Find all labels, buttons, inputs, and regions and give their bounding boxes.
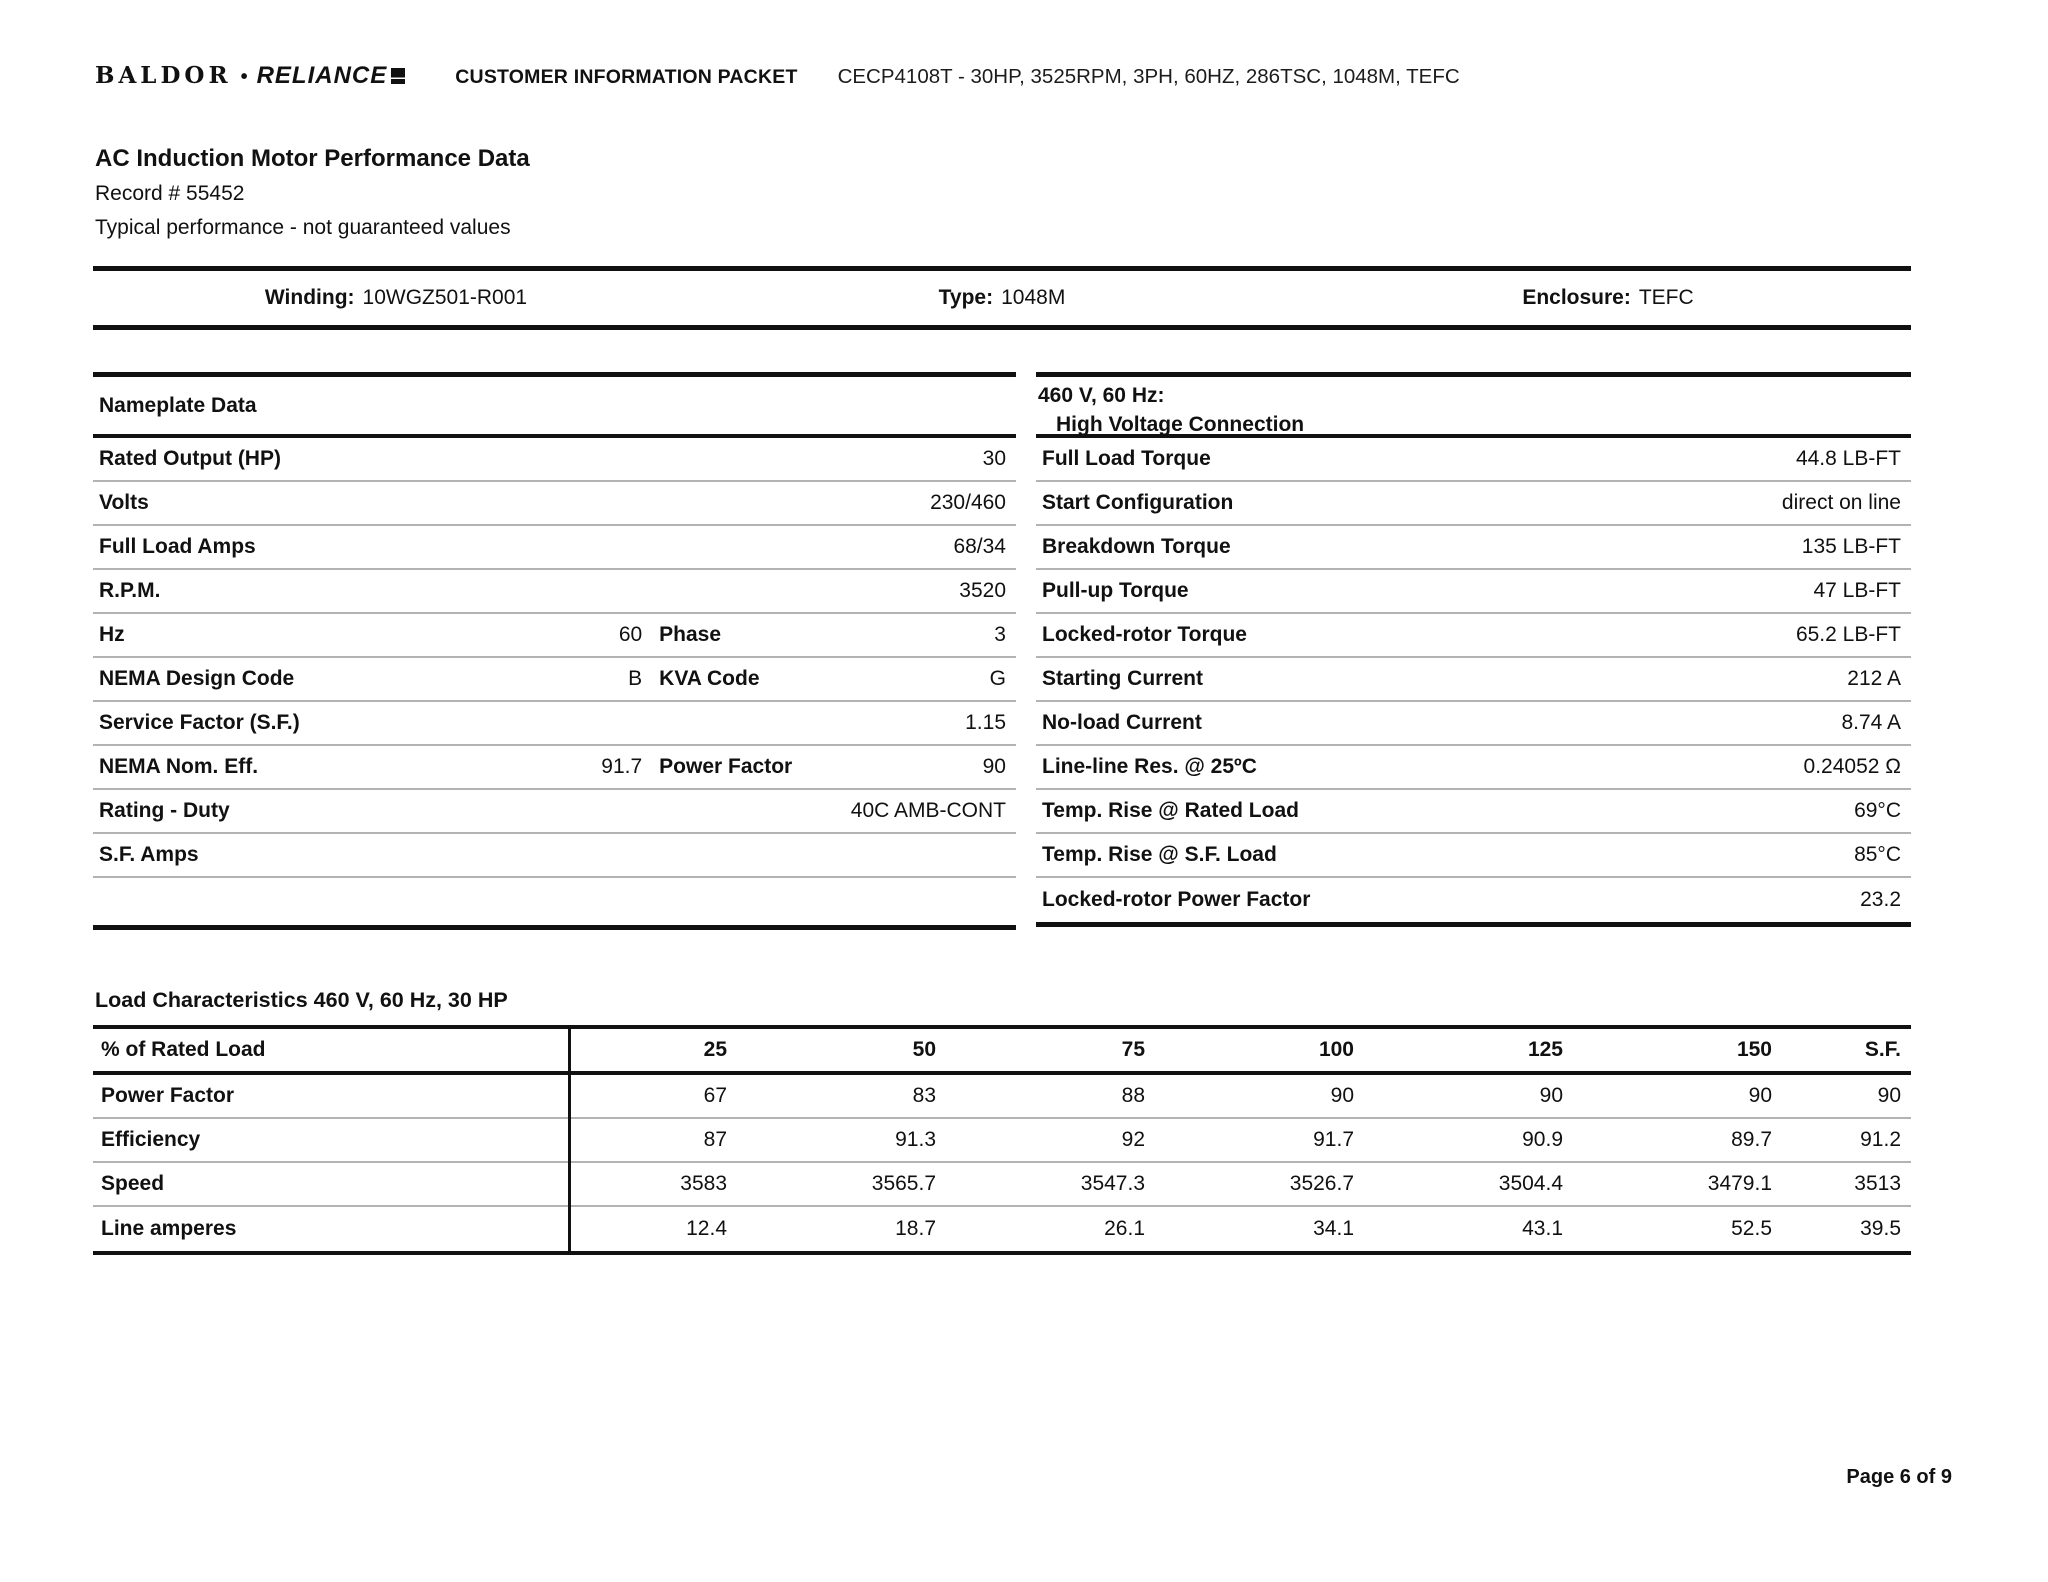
row-value: 135 LB-FT [1801,535,1901,558]
load-row-value: 26.1 [1104,1217,1145,1240]
logo-dot-icon: • [240,66,248,88]
row-value-2: 3 [994,623,1006,646]
winding-item [699,286,1305,310]
load-row-value: 87 [703,1128,727,1151]
load-row-value: 90.9 [1522,1128,1563,1151]
winding-item-value: 10WGZ501-R001 [362,286,528,309]
winding-item-value: TEFC [1638,286,1694,309]
row-label: Full Load Torque [1042,447,1211,470]
voltage-row [1036,790,1911,834]
nameplate-row [93,482,1016,526]
table-vertical-divider [568,1029,571,1251]
voltage-row [1036,658,1911,702]
load-row-label: Line amperes [101,1217,237,1240]
row-label: Rated Output (HP) [99,447,281,470]
winding-item-label: Enclosure: [1522,286,1631,309]
load-header-cell: 125 [1527,1038,1563,1061]
load-characteristics-title: Load Characteristics 460 V, 60 Hz, 30 HP [95,988,508,1012]
row-label: Line-line Res. @ 25ºC [1042,755,1257,778]
voltage-row [1036,570,1911,614]
row-label: S.F. Amps [99,843,199,866]
nameplate-row [93,526,1016,570]
row-value-2: G [989,667,1006,690]
row-value: direct on line [1781,491,1901,514]
voltage-heading-line2: High Voltage Connection [1056,413,1305,436]
baldor-reliance-logo [95,62,405,90]
load-row-value: 91.7 [1313,1128,1354,1151]
row-value: 60 [618,623,643,646]
row-value: 23.2 [1860,888,1901,911]
row-value: 1.15 [965,711,1006,734]
load-row-value: 3526.7 [1289,1172,1354,1195]
row-label: R.P.M. [99,579,161,602]
load-row-value: 34.1 [1313,1217,1354,1240]
row-value: 91.7 [601,755,643,778]
row-label-2: KVA Code [659,667,760,690]
load-row-value: 88 [1121,1084,1145,1107]
winding-item-label: Type: [938,286,994,309]
load-row-value: 3565.7 [871,1172,936,1195]
voltage-row [1036,746,1911,790]
row-value: 65.2 LB-FT [1795,623,1901,646]
load-table-row [93,1163,1911,1207]
load-row-value: 90 [1877,1084,1901,1107]
load-row-value: 3479.1 [1707,1172,1772,1195]
voltage-rows [1036,438,1911,922]
title-block [95,145,530,240]
load-row-value: 90 [1330,1084,1354,1107]
load-row-value: 18.7 [895,1217,936,1240]
nameplate-row [93,746,1016,790]
row-label: Start Configuration [1042,491,1234,514]
row-label: Pull-up Torque [1042,579,1189,602]
row-label: Temp. Rise @ Rated Load [1042,799,1299,822]
nameplate-row [93,702,1016,746]
row-label-2: Phase [659,623,722,646]
load-header-cell: 50 [912,1038,936,1061]
load-row-value: 89.7 [1731,1128,1772,1151]
row-value: 0.24052 Ω [1803,755,1901,778]
winding-item [93,286,699,310]
load-header-cell: 150 [1736,1038,1772,1061]
row-label: NEMA Design Code [99,667,295,690]
load-row-value: 3583 [680,1172,727,1195]
row-label: Starting Current [1042,667,1204,690]
row-value: 85°C [1854,843,1901,866]
nameplate-row [93,438,1016,482]
page-title: AC Induction Motor Performance Data [95,145,530,172]
row-label: Locked-rotor Torque [1042,623,1247,646]
voltage-row [1036,878,1911,922]
row-value: 68/34 [953,535,1006,558]
load-header-cell: 25 [703,1038,727,1061]
row-label: Temp. Rise @ S.F. Load [1042,843,1277,866]
row-label: Service Factor (S.F.) [99,711,300,734]
load-table-row [93,1207,1911,1251]
load-row-label: Speed [101,1172,165,1195]
voltage-row [1036,614,1911,658]
row-value: 212 A [1847,667,1901,690]
logo-brand-baldor: BALDOR [95,62,232,89]
logo-brand-reliance: RELIANCE [256,62,388,89]
voltage-heading [1036,377,1911,438]
product-code: CECP4108T - 30HP, 3525RPM, 3PH, 60HZ, 286TSC, 1048M, TEFC [837,65,1460,88]
row-value: 30 [982,447,1006,470]
row-value: 3520 [959,579,1006,602]
load-row-value: 90 [1748,1084,1772,1107]
voltage-row [1036,834,1911,878]
load-table-row [93,1075,1911,1119]
row-value: B [628,667,643,690]
load-row-value: 3504.4 [1498,1172,1563,1195]
row-label: Full Load Amps [99,535,256,558]
load-header-cell: 75 [1121,1038,1145,1061]
performance-note: Typical performance - not guaranteed values [95,216,511,239]
voltage-row [1036,482,1911,526]
load-table-header-row [93,1029,1911,1075]
winding-item [1305,286,1911,310]
voltage-row [1036,702,1911,746]
winding-item-label: Winding: [264,286,355,309]
winding-item-value: 1048M [1001,286,1066,309]
load-row-value: 91.3 [895,1128,936,1151]
voltage-row [1036,438,1911,482]
row-label: No-load Current [1042,711,1202,734]
load-header-cell: S.F. [1864,1038,1901,1061]
load-row-value: 3513 [1854,1172,1901,1195]
nameplate-row [93,614,1016,658]
winding-bar [93,266,1911,330]
load-row-value: 67 [703,1084,727,1107]
data-tables-columns [93,372,1911,930]
load-row-value: 91.2 [1860,1128,1901,1151]
nameplate-table [93,372,1016,930]
row-label-2: Power Factor [659,755,793,778]
load-row-value: 52.5 [1731,1217,1772,1240]
row-label: Breakdown Torque [1042,535,1231,558]
load-row-label: Efficiency [101,1128,201,1151]
row-value: 230/460 [930,491,1006,514]
row-value: 8.74 A [1841,711,1901,734]
nameplate-row [93,658,1016,702]
row-value: 47 LB-FT [1813,579,1901,602]
load-table-row [93,1119,1911,1163]
row-label: Volts [99,491,149,514]
row-label: Hz [99,623,125,646]
nameplate-row [93,834,1016,878]
nameplate-heading: Nameplate Data [93,377,1016,438]
load-row-value: 3547.3 [1080,1172,1145,1195]
row-label: Locked-rotor Power Factor [1042,888,1311,911]
baldor-logo-mark-icon [391,68,405,84]
row-label: NEMA Nom. Eff. [99,755,259,778]
row-label: Rating - Duty [99,799,230,822]
nameplate-row [93,570,1016,614]
record-number: Record # 55452 [95,182,245,205]
row-value-2: 90 [982,755,1006,778]
load-header-cell: 100 [1318,1038,1354,1061]
row-value: 44.8 LB-FT [1795,447,1901,470]
voltage-heading-line1: 460 V, 60 Hz: [1038,384,1165,407]
load-row-value: 43.1 [1522,1217,1563,1240]
load-row-value: 90 [1539,1084,1563,1107]
row-value: 69°C [1854,799,1901,822]
page-number: Page 6 of 9 [1846,1466,1952,1488]
voltage-table [1036,372,1911,927]
load-row-value: 12.4 [686,1217,727,1240]
load-characteristics-table [93,1025,1911,1255]
load-row-value: 39.5 [1860,1217,1901,1240]
packet-title: CUSTOMER INFORMATION PACKET [455,66,798,88]
row-value: 40C AMB-CONT [850,799,1006,822]
nameplate-rows [93,438,1016,878]
load-row-value: 83 [912,1084,936,1107]
document-header [95,62,1460,90]
load-row-value: 92 [1121,1128,1145,1151]
nameplate-row [93,790,1016,834]
voltage-row [1036,526,1911,570]
load-row-label: Power Factor [101,1084,235,1107]
load-header-cell: % of Rated Load [101,1038,266,1061]
